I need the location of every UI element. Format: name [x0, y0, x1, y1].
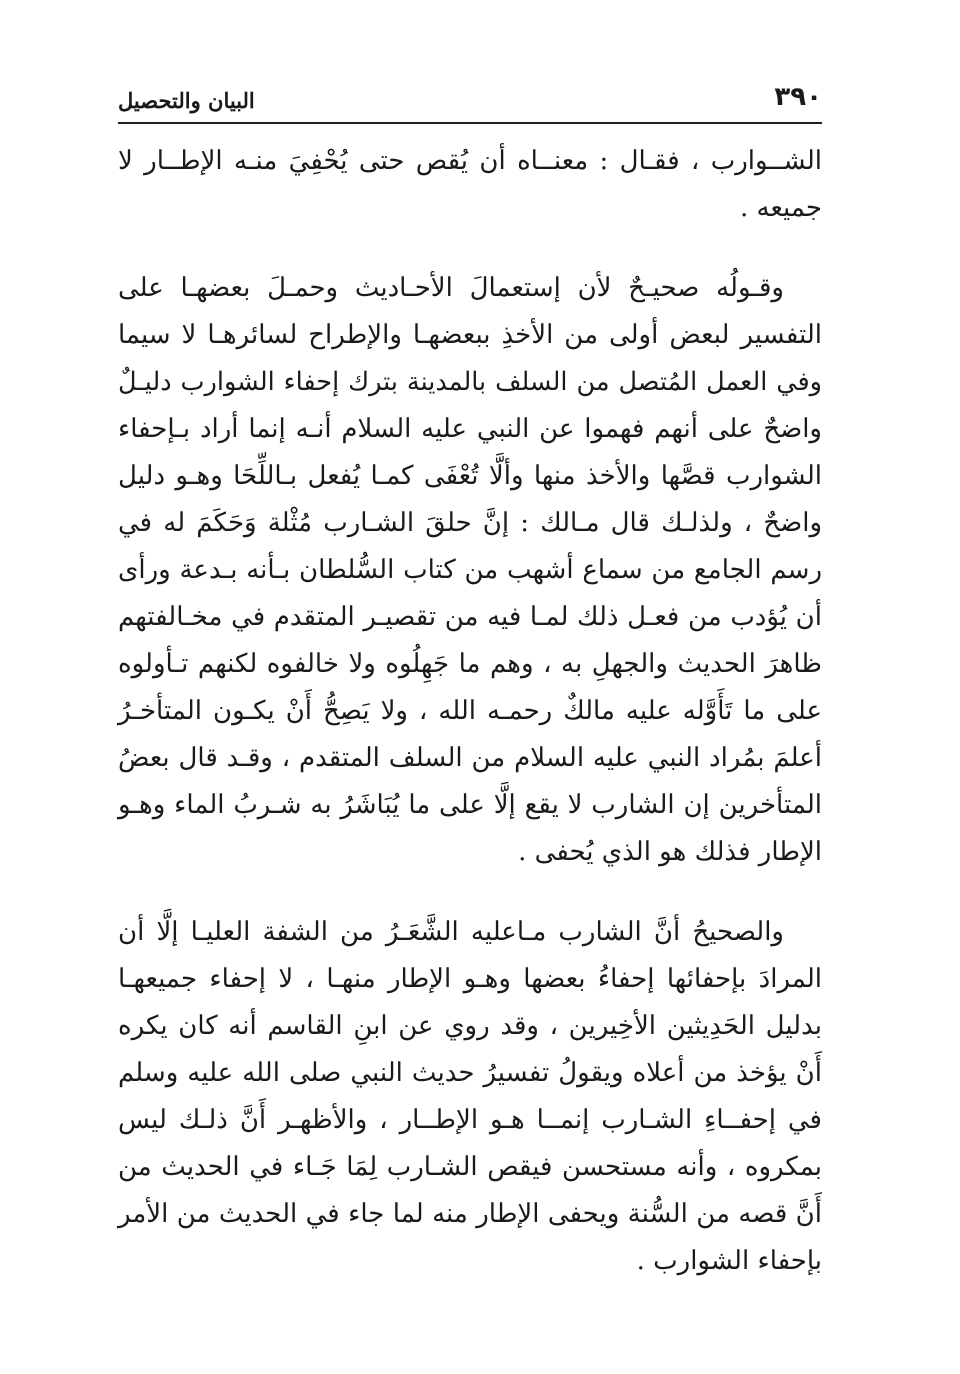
text-line: في إحفــاءِ الشـارب إنمــا هـو الإطــار ، والأظهـر أَنَّ ذلـك ليس — [118, 1105, 822, 1135]
text-line: ظاهرَ الحديث والجهلِ به ، وهم ما جَهِلُوه ولا خالفوه لكنهم تـأولوه — [118, 649, 822, 679]
text-line: الإطار فذلك هو الذي يُحفى . — [518, 837, 822, 867]
text-line: واضحٌ ، ولذلـك قال مـالك : إنَّ حلقَ الشـارب مُثْلة وَحَكَمَ له في — [118, 508, 822, 538]
text-line: التفسير لبعض أولى من الأخذِ ببعضهـا والإطراح لسائرهـا لا سيما — [118, 320, 822, 350]
paragraph-2 — [118, 265, 822, 876]
page-number: ٣٩٠ — [774, 82, 822, 112]
text-line: المرادَ بإحفائها إحفاءُ بعضها وهـو الإطار منهـا ، لا إحفاء جميعهـا — [118, 964, 822, 994]
text-line: بدليل الحَدِيثين الأخِيرين ، وقد روي عن ابنِ القاسم أنه كان يكره — [118, 1011, 822, 1041]
text-line: أَنْ يؤخذ من أعلاه ويقولُ تفسيرُ حديث النبي صلى الله عليه وسلم — [118, 1058, 822, 1088]
text-line: والصحيحُ أنَّ الشارب مـاعليه الشَّعَـرُ من الشفة العليـا إلَّا أن — [118, 917, 784, 947]
text-line: الشــوارب ، فقـال : معنــاه أن يُقص حتى يُحْفِيَ منـه الإطــار لا — [118, 146, 822, 176]
paragraph-1 — [118, 138, 822, 232]
text-line: وفي العمل المُتصل من السلف بالمدينة بترك إحفاء الشوارب دليـلٌ — [118, 367, 822, 397]
text-line: واضحٌ على أنهم فهموا عن النبي عليه السلام أنـه إنما أراد بـإحفاء — [118, 414, 822, 444]
text-line: بمكروه ، وأنه مستحسن فيقص الشـارب لِمَا جَـاء في الحديث من — [118, 1152, 822, 1182]
body-text — [118, 138, 822, 1285]
text-line: المتأخرين إن الشارب لا يقع إلَّا على ما يُبَاشَرُ به شـربُ الماء وهـو — [118, 790, 822, 820]
text-line: رسم الجامع من سماع أشهب من كتاب السُّلطان بـأنه بـدعة ورأى — [118, 555, 822, 585]
text-line: جميعه . — [740, 193, 822, 223]
text-line: أن يُؤدب من فعـل ذلك لمـا فيه من تقصيـر المتقدم في مخـالفتهم — [118, 602, 822, 632]
text-line: أَنَّ قصه من السُّنة ويحفى الإطار منه لما جاء في الحديث من الأمر — [118, 1199, 822, 1229]
text-line: أعلمَ بمُراد النبي عليه السلام من السلف المتقدم ، وقـد قال بعضُ — [118, 743, 822, 773]
text-line: على ما تَأَوَّله عليه مالكٌ رحمـه الله ، ولا يَصِحُّ أَنْ يكـون المتأخـرُ — [118, 696, 822, 726]
text-line: الشوارب قصَّها والأخذ منها وألَّا تُعْفَى كمـا يُفعل بـاللِّحَا وهـو دليل — [118, 461, 823, 491]
text-line: بإحفاء الشوارب . — [636, 1246, 822, 1276]
running-title: البيان والتحصيل — [118, 88, 255, 113]
page-header — [118, 82, 822, 124]
text-line: وقـولُه صحيـحٌ لأن إستعمالَ الأحـاديث وحمـلَ بعضهـا على — [118, 273, 784, 303]
paragraph-3 — [118, 909, 822, 1285]
